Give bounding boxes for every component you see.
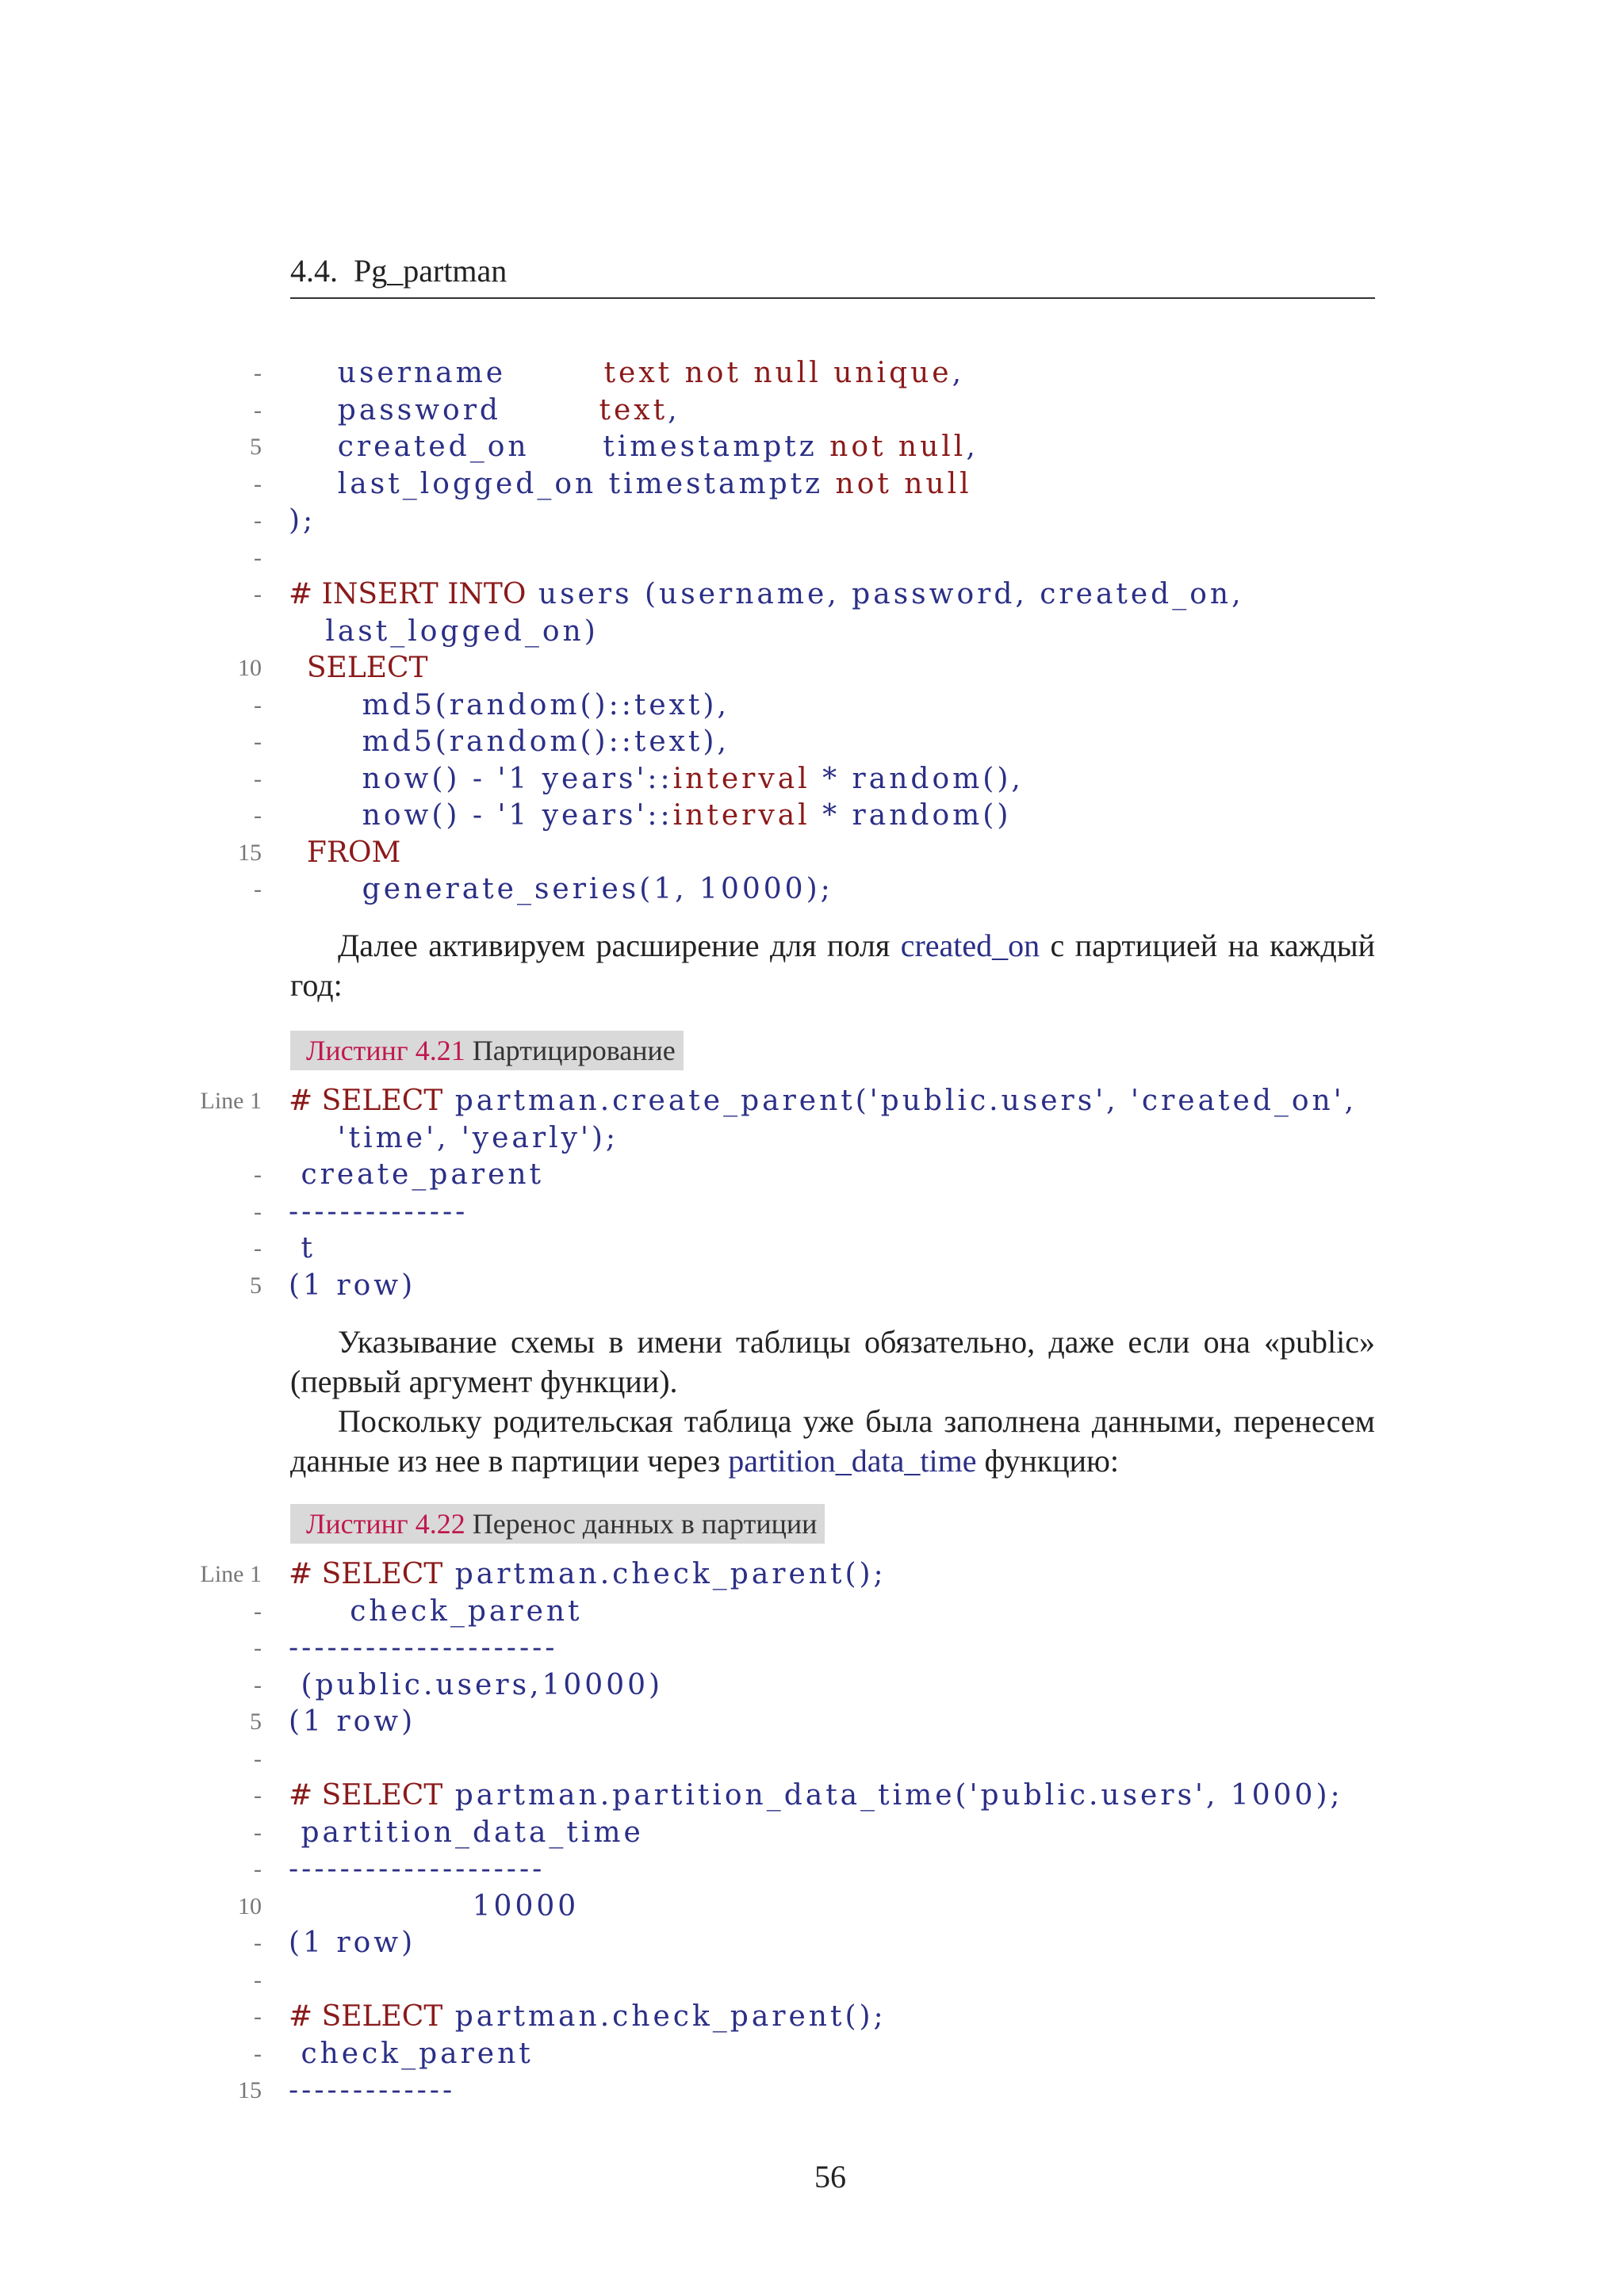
code-text xyxy=(289,1083,1357,1120)
code-text xyxy=(289,1556,887,1594)
code-line xyxy=(0,614,1624,651)
line-number: - xyxy=(254,691,262,718)
line-number: - xyxy=(254,1819,262,1846)
code-line xyxy=(0,1230,1624,1268)
code-line xyxy=(0,1851,1624,1888)
code-text xyxy=(289,1925,416,1962)
code-line xyxy=(0,1962,1624,1999)
code-keyword: interval xyxy=(672,799,810,832)
code-text xyxy=(289,1268,416,1305)
code-token: now() - '1 years':: xyxy=(289,799,673,832)
line-number: - xyxy=(254,1782,262,1808)
code-text xyxy=(289,614,599,651)
code-token: ); xyxy=(289,504,316,537)
code-token: users (username, password, created_on, xyxy=(526,578,1244,610)
code-line xyxy=(0,429,1624,466)
code-token: 10000 xyxy=(289,1889,580,1923)
code-line xyxy=(0,503,1624,540)
code-token: md5(random()::text), xyxy=(289,725,730,758)
code-listing-partitioning xyxy=(0,1083,1624,1304)
code-text xyxy=(289,724,730,761)
line-number: - xyxy=(254,396,262,423)
code-text xyxy=(289,1120,619,1158)
code-token: (1 row) xyxy=(289,1269,416,1302)
code-text xyxy=(289,835,400,872)
line-number: - xyxy=(254,581,262,607)
code-line xyxy=(0,576,1624,614)
code-token: partman.create_parent('public.users', 'created_on', xyxy=(442,1085,1358,1117)
code-line xyxy=(0,650,1624,687)
code-line xyxy=(0,1925,1624,1962)
code-line xyxy=(0,1815,1624,1852)
code-token: * random() xyxy=(810,799,1012,832)
listing-title: Перенос данных в партиции xyxy=(472,1508,818,1540)
line-number: - xyxy=(254,1745,262,1772)
code-text xyxy=(289,1888,579,1926)
code-line xyxy=(0,724,1624,761)
inline-code-created-on: created_on xyxy=(900,928,1040,963)
paragraph-schema-note: Указывание схемы в имени таблицы обязательно, даже если она «public» (первый аргумент функции). xyxy=(290,1324,1375,1399)
code-text xyxy=(289,798,1011,835)
code-line xyxy=(0,761,1624,798)
code-keyword: # SELECT xyxy=(289,1558,443,1590)
code-token: partition_data_time xyxy=(289,1816,644,1849)
code-keyword: not null xyxy=(829,430,967,463)
line-number: - xyxy=(254,729,262,755)
code-text xyxy=(289,1999,887,2036)
code-text xyxy=(289,1594,583,1631)
code-line xyxy=(0,466,1624,503)
listing-caption-4-21 xyxy=(290,1031,684,1070)
code-text xyxy=(289,392,680,430)
code-token: ------------- xyxy=(289,2074,456,2107)
line-number: 15 xyxy=(238,2077,262,2103)
code-text xyxy=(289,1851,545,1888)
running-header xyxy=(290,252,1375,299)
section-number: 4.4. xyxy=(290,253,338,289)
code-line xyxy=(0,1888,1624,1926)
code-line xyxy=(0,1194,1624,1231)
code-token: timestamptz xyxy=(608,467,836,500)
section-title: Pg_partman xyxy=(354,253,508,289)
code-keyword: # SELECT xyxy=(289,1779,443,1812)
code-token: partman.check_parent(); xyxy=(442,2000,887,2033)
code-text xyxy=(289,466,972,503)
code-text xyxy=(289,687,730,725)
code-token: , xyxy=(668,393,680,427)
code-line xyxy=(0,1083,1624,1120)
line-number: 10 xyxy=(238,1892,262,1919)
code-token: , xyxy=(952,357,965,389)
listing-title: Партицирование xyxy=(472,1035,676,1066)
code-line xyxy=(0,1777,1624,1815)
code-keyword: text not null unique xyxy=(603,357,952,389)
line-number: 5 xyxy=(250,434,262,460)
code-text xyxy=(289,1667,663,1705)
line-number: - xyxy=(254,1856,262,1882)
code-line xyxy=(0,1741,1624,1778)
line-number: 5 xyxy=(250,1272,262,1299)
line-number: - xyxy=(254,765,262,792)
line-number: - xyxy=(254,1198,262,1225)
code-text xyxy=(289,1704,416,1741)
code-line xyxy=(0,1268,1624,1305)
paragraph-activate-extension: Далее активируем расширение для поля created_on с партицией на каждый год: xyxy=(290,928,1375,1003)
line-number: 5 xyxy=(250,1709,262,1735)
line-number: - xyxy=(254,507,262,534)
listing-caption-4-22 xyxy=(290,1504,825,1544)
listing-label: Листинг 4.22 xyxy=(306,1508,465,1540)
line-number: - xyxy=(254,2003,262,2030)
code-line xyxy=(0,687,1624,725)
code-keyword: # INSERT INTO xyxy=(289,578,527,610)
code-line xyxy=(0,1594,1624,1631)
line-number: - xyxy=(254,1161,262,1188)
code-text xyxy=(289,355,964,392)
code-token: password xyxy=(289,393,599,427)
line-number: Line 1 xyxy=(200,1088,262,1114)
code-line xyxy=(0,1999,1624,2036)
line-number: - xyxy=(254,360,262,386)
code-token: partman.partition_data_time('public.users', 1000); xyxy=(442,1779,1343,1812)
code-line xyxy=(0,1120,1624,1158)
code-line xyxy=(0,540,1624,577)
code-text xyxy=(289,1157,544,1194)
code-line xyxy=(0,871,1624,909)
code-token: last_logged_on xyxy=(289,467,609,500)
line-number: - xyxy=(254,2040,262,2067)
page-number: 56 xyxy=(814,2159,846,2195)
code-keyword: FROM xyxy=(289,836,401,869)
line-number: - xyxy=(254,1235,262,1261)
line-number: - xyxy=(254,876,262,902)
code-token: partman.check_parent(); xyxy=(442,1558,887,1590)
code-token: , xyxy=(966,430,979,463)
code-text xyxy=(289,1630,557,1667)
line-number: - xyxy=(254,1635,262,1661)
code-keyword: interval xyxy=(672,762,810,795)
line-number: - xyxy=(254,802,262,828)
line-number: 15 xyxy=(238,839,262,866)
code-token: check_parent xyxy=(289,2037,534,2070)
code-keyword: # SELECT xyxy=(289,1085,443,1117)
code-text xyxy=(289,2072,455,2110)
code-token: now() - '1 years':: xyxy=(289,762,673,795)
code-token: (public.users,10000) xyxy=(289,1668,664,1701)
code-token: username xyxy=(289,357,604,389)
code-text xyxy=(289,1194,468,1231)
code-token: created_on xyxy=(289,430,603,463)
code-token: check_parent xyxy=(289,1594,583,1628)
code-keyword: # SELECT xyxy=(289,2000,443,2033)
code-line xyxy=(0,392,1624,430)
code-keyword: SELECT xyxy=(289,652,428,684)
code-text xyxy=(289,576,1244,614)
line-number: - xyxy=(254,1598,262,1624)
line-number: - xyxy=(254,1930,262,1956)
line-number: 10 xyxy=(238,655,262,681)
code-line xyxy=(0,2036,1624,2073)
line-number: - xyxy=(254,470,262,497)
code-token: -------------- xyxy=(289,1195,469,1228)
code-line xyxy=(0,1704,1624,1741)
code-token: 'time', 'yearly'); xyxy=(289,1121,619,1154)
code-token: -------------------- xyxy=(289,1853,546,1885)
code-text xyxy=(289,761,1024,798)
code-line xyxy=(0,835,1624,872)
code-token: timestamptz xyxy=(603,430,830,463)
line-number: - xyxy=(254,1966,262,1993)
code-keyword: not null xyxy=(835,467,972,500)
listing-label: Листинг 4.21 xyxy=(306,1035,465,1066)
line-number: - xyxy=(254,1671,262,1698)
code-token: generate_series(1, 10000); xyxy=(289,873,833,905)
code-text xyxy=(289,1777,1343,1815)
code-line xyxy=(0,1556,1624,1594)
code-text xyxy=(289,2036,534,2073)
code-token: --------------------- xyxy=(289,1632,558,1664)
code-line xyxy=(0,1157,1624,1194)
code-line xyxy=(0,2072,1624,2110)
code-line xyxy=(0,1630,1624,1667)
code-token: create_parent xyxy=(289,1158,545,1191)
code-line xyxy=(0,355,1624,392)
code-token: t xyxy=(289,1232,316,1265)
inline-code-partition-data-time: partition_data_time xyxy=(728,1443,977,1479)
code-token: md5(random()::text), xyxy=(289,688,730,721)
code-listing-users-insert xyxy=(0,355,1624,909)
code-text xyxy=(289,871,833,909)
code-text xyxy=(289,429,979,466)
line-number: Line 1 xyxy=(200,1561,262,1587)
code-token: (1 row) xyxy=(289,1927,416,1959)
code-token: last_logged_on) xyxy=(289,614,599,648)
paragraph-move-data: Поскольку родительская таблица уже была заполнена данными, перенесем данные из нее в партиции через partition_data_time функцию: xyxy=(290,1403,1375,1479)
code-text xyxy=(289,650,428,687)
code-token: (1 row) xyxy=(289,1705,416,1738)
code-line xyxy=(0,798,1624,835)
code-text xyxy=(289,1815,644,1852)
code-text xyxy=(289,503,316,540)
code-token: * random(), xyxy=(810,762,1024,795)
code-listing-data-transfer xyxy=(0,1556,1624,2110)
code-text xyxy=(289,1230,316,1268)
line-number: - xyxy=(254,544,262,571)
code-line xyxy=(0,1667,1624,1705)
code-keyword: text xyxy=(599,393,668,427)
